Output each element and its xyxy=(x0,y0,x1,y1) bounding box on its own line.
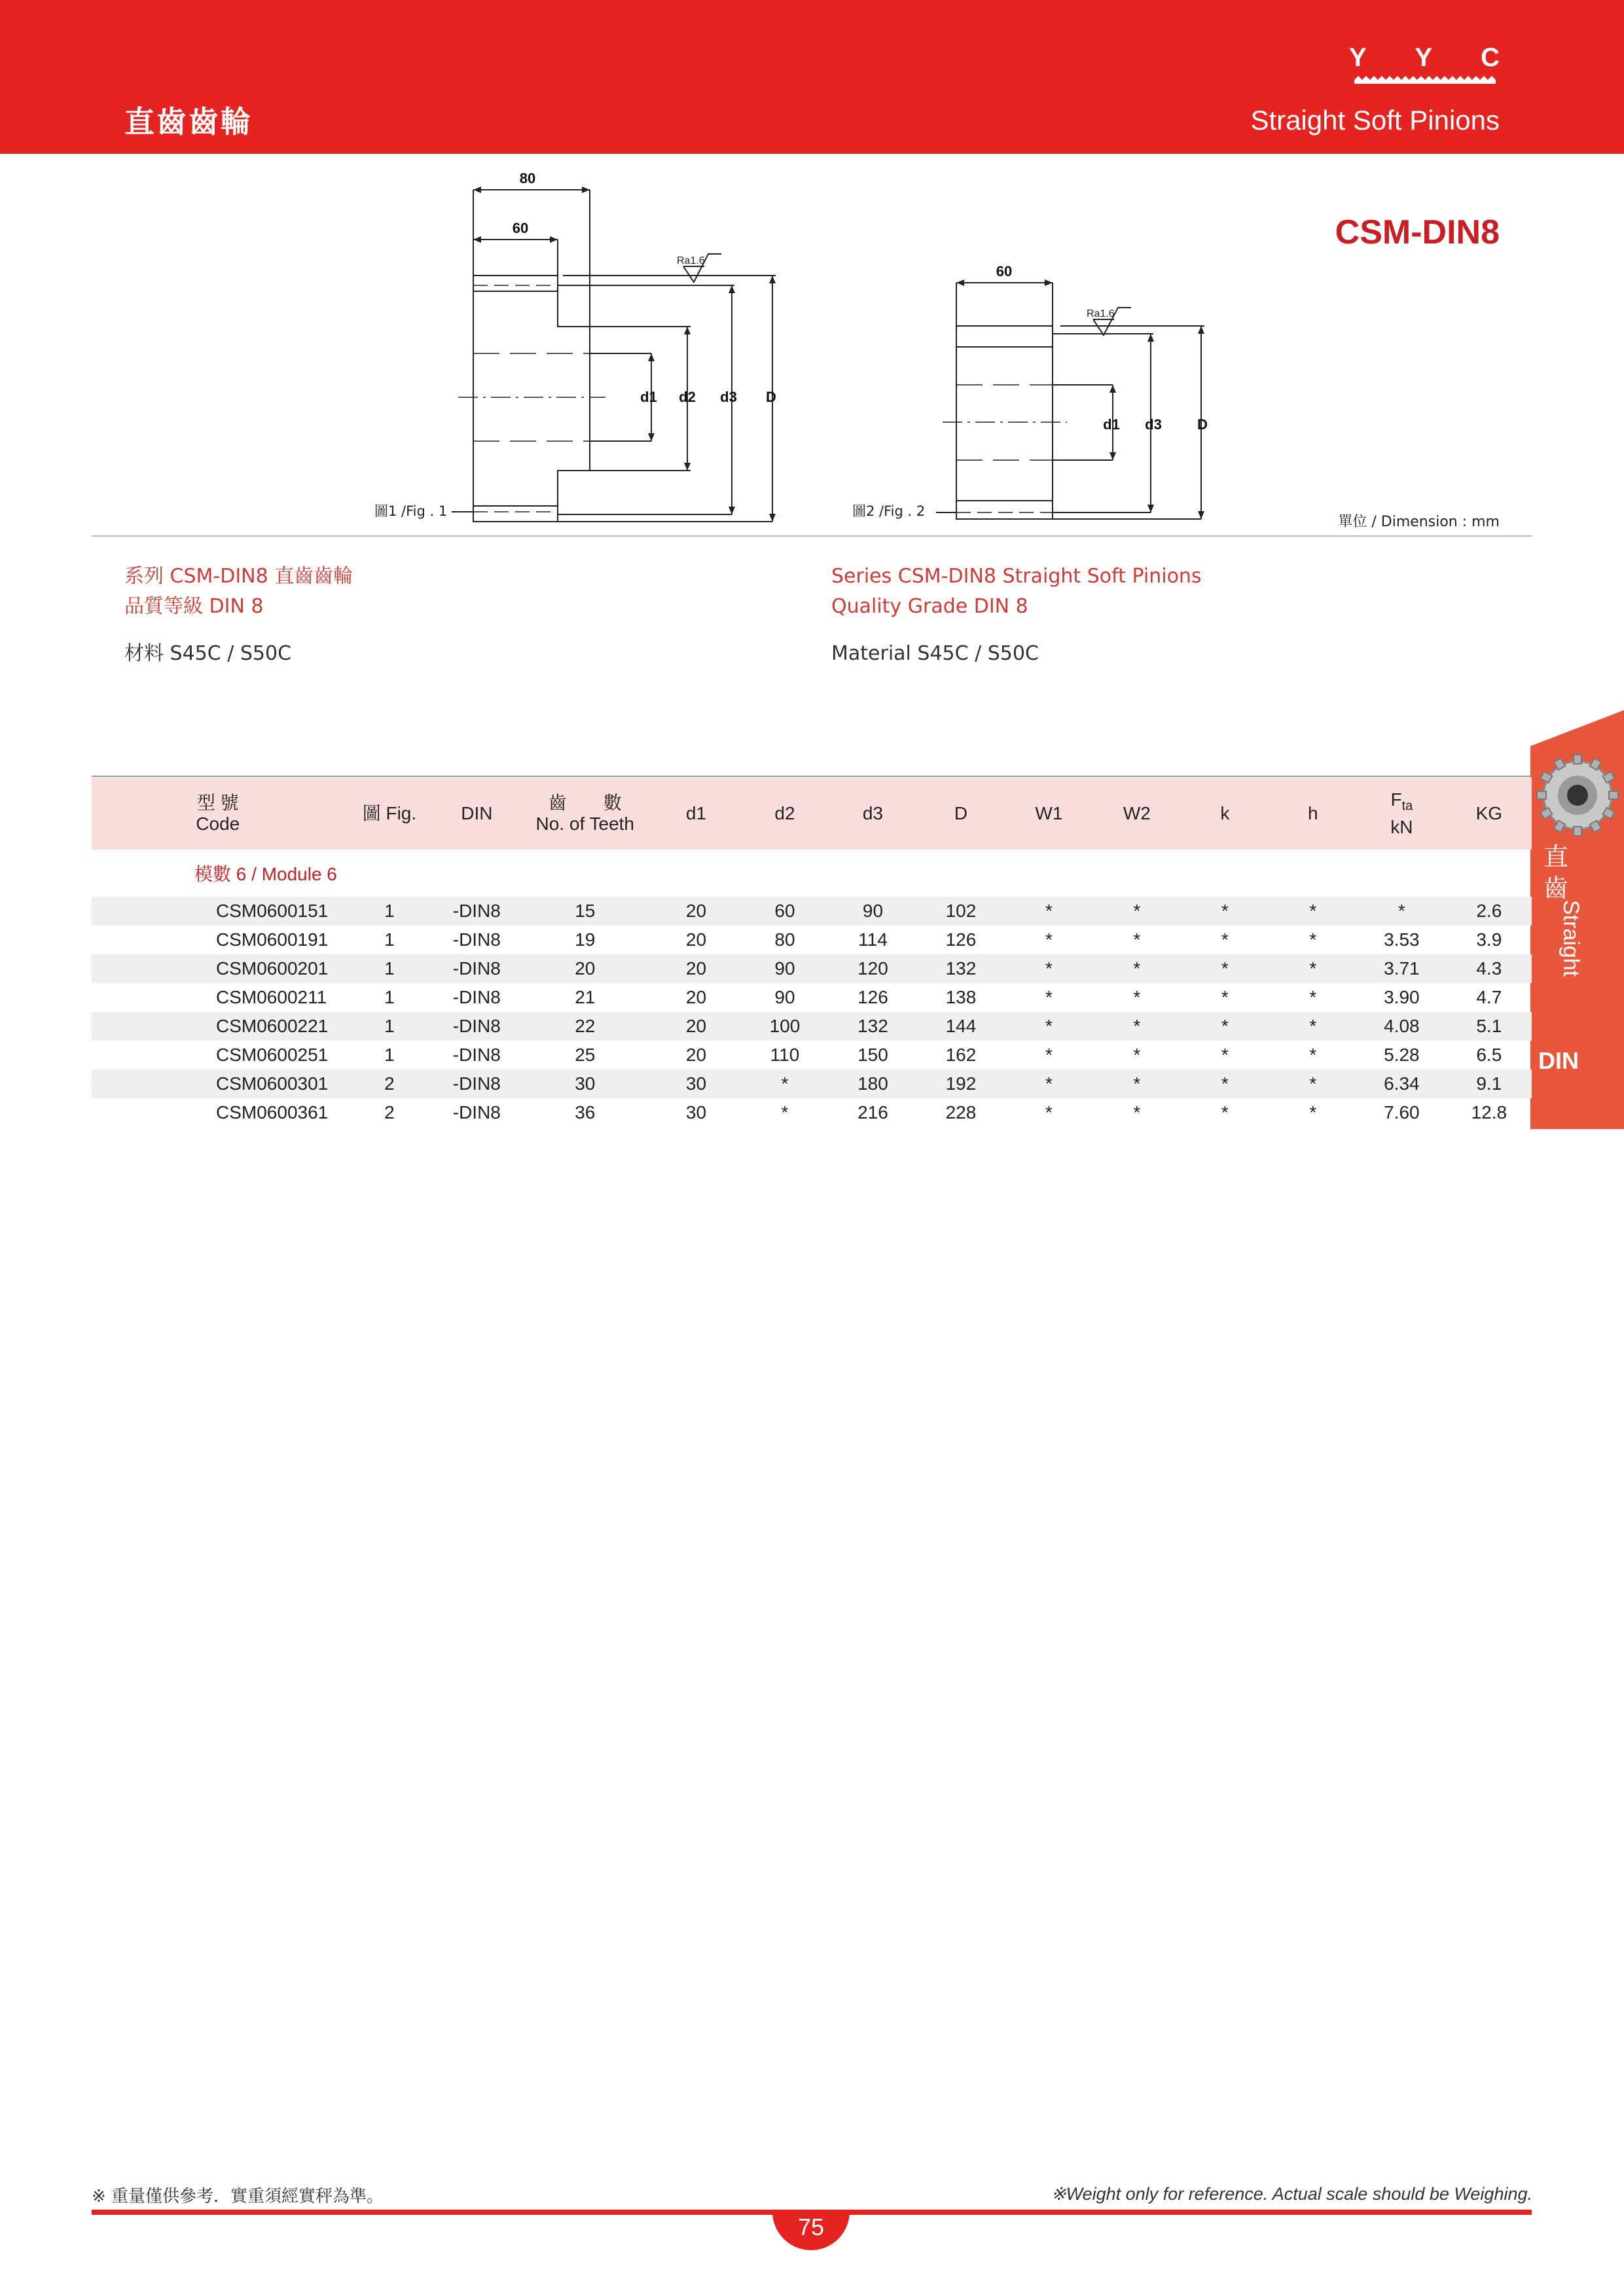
table-cell: 2 xyxy=(384,1102,395,1122)
table-cell: 1 xyxy=(344,1012,435,1041)
fig1-label: 圖1 /Fig . 1 xyxy=(374,503,448,519)
fig1-face-dim: 60 xyxy=(512,220,529,236)
table-row xyxy=(92,897,1532,925)
fig1-overall-dim: 80 xyxy=(519,170,536,187)
table-cell: 132 xyxy=(829,1012,916,1041)
table-cell: 3.90 xyxy=(1384,987,1420,1007)
table-cell: 9.1 xyxy=(1447,1069,1532,1098)
table-cell: 6.5 xyxy=(1476,1045,1502,1065)
table-cell: * xyxy=(1133,1102,1141,1122)
fig2-d3-label: d3 xyxy=(1145,416,1162,433)
table-cell: 102 xyxy=(917,897,1005,925)
table-cell: 120 xyxy=(829,954,916,983)
table-cell: * xyxy=(1093,1012,1181,1041)
technical-drawings xyxy=(0,157,1624,530)
table-cell: 19 xyxy=(575,929,596,950)
table-cell: 100 xyxy=(741,1012,829,1041)
table-cell: 20 xyxy=(685,929,707,950)
table-cell: * xyxy=(1269,897,1357,925)
table-cell: 22 xyxy=(518,1012,651,1041)
table-cell: 12.8 xyxy=(1471,1102,1507,1122)
footer-note-en: ※Weight only for reference. Actual scale should be Weighing. xyxy=(1051,2184,1532,2204)
table-cell: * xyxy=(1309,929,1317,950)
row-code: CSM0600211 xyxy=(216,987,327,1007)
table-row xyxy=(92,983,1532,1012)
fig1-d2-label: d2 xyxy=(679,389,696,405)
table-cell: * xyxy=(1045,1045,1053,1065)
table-cell: -DIN8 xyxy=(435,1069,518,1098)
table-cell: 20 xyxy=(518,954,651,983)
table-row xyxy=(92,1069,1532,1098)
table-cell: * xyxy=(1045,929,1053,950)
row-code: CSM0600301 xyxy=(92,1069,344,1098)
col-d1: d1 xyxy=(651,778,741,850)
table-row xyxy=(92,925,1532,954)
fig1-roughness: Ra1.6 xyxy=(677,255,705,266)
material-en: Material S45C / S50C xyxy=(831,642,1039,665)
table-row xyxy=(92,1098,1532,1127)
row-code: CSM0600221 xyxy=(92,1012,344,1041)
fig1-d3-label: d3 xyxy=(720,389,737,405)
table-cell: * xyxy=(1181,897,1269,925)
row-code: CSM0600191 xyxy=(216,929,329,950)
fig2-roughness: Ra1.6 xyxy=(1087,308,1115,319)
fig2-drawing xyxy=(936,283,1204,519)
table-cell: 138 xyxy=(945,987,977,1007)
series-zh: 系列 CSM-DIN8 直齒齒輪 xyxy=(124,565,353,588)
info-en xyxy=(831,562,1202,669)
table-row xyxy=(92,954,1532,983)
table-cell: * xyxy=(1005,1069,1092,1098)
table-cell: 5.1 xyxy=(1447,1012,1532,1041)
table-cell: * xyxy=(1181,954,1269,983)
table-cell: 110 xyxy=(770,1045,800,1065)
table-cell: 228 xyxy=(945,1102,977,1122)
table-cell: 20 xyxy=(685,1045,707,1065)
table-cell: -DIN8 xyxy=(452,987,501,1007)
page-title-zh: 直齒齒輪 xyxy=(124,104,253,139)
table-cell: 192 xyxy=(917,1069,1005,1098)
grade-zh: 品質等級 DIN 8 xyxy=(124,595,264,618)
table-cell: 30 xyxy=(685,1102,707,1122)
logo-letter-3: C xyxy=(1481,43,1500,72)
gear-rack-logo-icon xyxy=(1349,43,1500,89)
divider-top xyxy=(92,535,1532,537)
table-cell: -DIN8 xyxy=(435,1012,518,1041)
table-cell: * xyxy=(1005,897,1092,925)
module-label: 模數 6 / Module 6 xyxy=(194,864,337,884)
fig2-d1-label: d1 xyxy=(1103,416,1120,433)
table-cell: 30 xyxy=(651,1069,741,1098)
col-fta: $F_{ta}$ kN xyxy=(1357,778,1447,850)
table-cell: 25 xyxy=(575,1045,596,1065)
table-cell: * xyxy=(1045,1102,1053,1122)
table-cell: 6.34 xyxy=(1357,1069,1447,1098)
table-cell: 150 xyxy=(857,1045,888,1065)
row-code: CSM0600151 xyxy=(92,897,344,925)
table-cell: 21 xyxy=(575,987,596,1007)
col-h: h xyxy=(1269,778,1357,850)
row-code: CSM0600201 xyxy=(92,954,344,983)
table-row xyxy=(92,1041,1532,1069)
fig1-d1-label: d1 xyxy=(640,389,657,405)
table-cell: 80 xyxy=(774,929,795,950)
table-cell: 1 xyxy=(384,1045,395,1065)
col-teeth: 齒 數 No. of Teeth xyxy=(518,778,651,850)
col-D: D xyxy=(917,778,1005,850)
table-cell: 20 xyxy=(685,987,707,1007)
table-cell: * xyxy=(1005,954,1092,983)
table-cell: 180 xyxy=(829,1069,916,1098)
grade-en: Quality Grade DIN 8 xyxy=(831,595,1028,618)
table-cell: 60 xyxy=(741,897,829,925)
row-code: CSM0600251 xyxy=(216,1045,329,1065)
table-cell: 4.08 xyxy=(1357,1012,1447,1041)
table-cell: * xyxy=(1221,929,1229,950)
table-cell: 144 xyxy=(917,1012,1005,1041)
table-cell: 162 xyxy=(945,1045,977,1065)
page-number: 75 xyxy=(797,2214,825,2240)
table-cell: * xyxy=(1093,954,1181,983)
table-cell: 20 xyxy=(651,954,741,983)
table-cell: 5.28 xyxy=(1384,1045,1420,1065)
fig2-label: 圖2 /Fig . 2 xyxy=(852,503,926,519)
model-title: CSM-DIN8 xyxy=(1335,213,1500,251)
table-cell: 30 xyxy=(518,1069,651,1098)
table-cell: 3.9 xyxy=(1476,929,1502,950)
yyc-logo xyxy=(1349,43,1500,89)
table-cell: * xyxy=(1181,1012,1269,1041)
spec-table xyxy=(92,778,1532,1127)
table-cell: 1 xyxy=(344,954,435,983)
table-cell: * xyxy=(1221,1102,1229,1122)
col-w1: W1 xyxy=(1005,778,1092,850)
table-cell: * xyxy=(1133,1045,1141,1065)
table-cell: -DIN8 xyxy=(452,1045,501,1065)
table-cell: 4.3 xyxy=(1447,954,1532,983)
table-cell: 90 xyxy=(774,987,795,1007)
header-band xyxy=(0,0,1624,154)
table-cell: * xyxy=(1309,1045,1317,1065)
fig2-face-dim: 60 xyxy=(996,263,1013,279)
table-cell: -DIN8 xyxy=(435,897,518,925)
table-cell: * xyxy=(1309,987,1317,1007)
col-d3: d3 xyxy=(829,778,916,850)
col-code: 型 號 Code xyxy=(92,778,344,850)
logo-letter-2: Y xyxy=(1415,43,1433,72)
table-cell: 15 xyxy=(518,897,651,925)
table-cell: * xyxy=(1133,987,1141,1007)
info-zh xyxy=(124,562,353,669)
table-cell: * xyxy=(1005,1012,1092,1041)
row-code: CSM0600361 xyxy=(216,1102,329,1122)
col-kg: KG xyxy=(1447,778,1532,850)
table-cell: * xyxy=(1133,929,1141,950)
table-cell: 20 xyxy=(651,1012,741,1041)
table-cell: 3.71 xyxy=(1357,954,1447,983)
table-cell: * xyxy=(1309,1102,1317,1122)
table-cell: * xyxy=(1045,987,1053,1007)
table-cell: * xyxy=(1357,897,1447,925)
page-title-en: Straight Soft Pinions xyxy=(1250,105,1500,135)
table-cell: -DIN8 xyxy=(452,929,501,950)
logo-letter-1: Y xyxy=(1349,43,1367,72)
table-cell: 1 xyxy=(384,929,395,950)
table-cell: * xyxy=(1093,897,1181,925)
table-cell: 126 xyxy=(945,929,977,950)
fig1-drawing xyxy=(452,190,776,522)
fig1-D-label: D xyxy=(766,389,776,405)
table-cell: 90 xyxy=(741,954,829,983)
side-tab-zh: 直齒 xyxy=(1543,842,1569,903)
table-cell: * xyxy=(741,1069,829,1098)
table-header-row xyxy=(92,778,1532,850)
series-en: Series CSM-DIN8 Straight Soft Pinions xyxy=(831,565,1202,588)
divider-table xyxy=(92,776,1532,777)
col-din: DIN xyxy=(435,778,518,850)
table-cell: 36 xyxy=(575,1102,596,1122)
table-cell: 7.60 xyxy=(1384,1102,1420,1122)
table-cell: * xyxy=(1269,1012,1357,1041)
table-cell: * xyxy=(781,1102,789,1122)
footer-note-zh: ※ 重量僅供參考．實重須經實秤為準。 xyxy=(92,2187,384,2206)
side-tab-din: DIN xyxy=(1538,1047,1579,1074)
module-row xyxy=(92,850,1532,897)
table-cell: * xyxy=(1221,1045,1229,1065)
table-cell: -DIN8 xyxy=(452,1102,501,1122)
col-k: k xyxy=(1181,778,1269,850)
table-cell: 114 xyxy=(858,929,888,950)
table-cell: 126 xyxy=(857,987,888,1007)
col-d2: d2 xyxy=(741,778,829,850)
table-cell: 132 xyxy=(917,954,1005,983)
dimension-unit: 單位 / Dimension : mm xyxy=(1338,514,1500,530)
table-cell: 3.53 xyxy=(1384,929,1420,950)
col-w2: W2 xyxy=(1093,778,1181,850)
table-cell: * xyxy=(1269,1069,1357,1098)
table-cell: * xyxy=(1093,1069,1181,1098)
table-cell: 90 xyxy=(829,897,916,925)
table-cell: * xyxy=(1269,954,1357,983)
table-cell: 216 xyxy=(857,1102,888,1122)
table-cell: 20 xyxy=(651,897,741,925)
col-fig: 圖 Fig. xyxy=(344,778,435,850)
side-tab-en: Straight xyxy=(1559,900,1583,977)
table-cell: * xyxy=(1221,987,1229,1007)
table-cell: 1 xyxy=(384,987,395,1007)
fig2-D-label: D xyxy=(1197,416,1208,433)
table-cell: -DIN8 xyxy=(435,954,518,983)
material-zh: 材料 S45C / S50C xyxy=(124,642,292,665)
table-row xyxy=(92,1012,1532,1041)
table-cell: 1 xyxy=(344,897,435,925)
table-cell: * xyxy=(1181,1069,1269,1098)
table-cell: 2.6 xyxy=(1447,897,1532,925)
table-cell: 4.7 xyxy=(1476,987,1502,1007)
table-cell: 2 xyxy=(344,1069,435,1098)
